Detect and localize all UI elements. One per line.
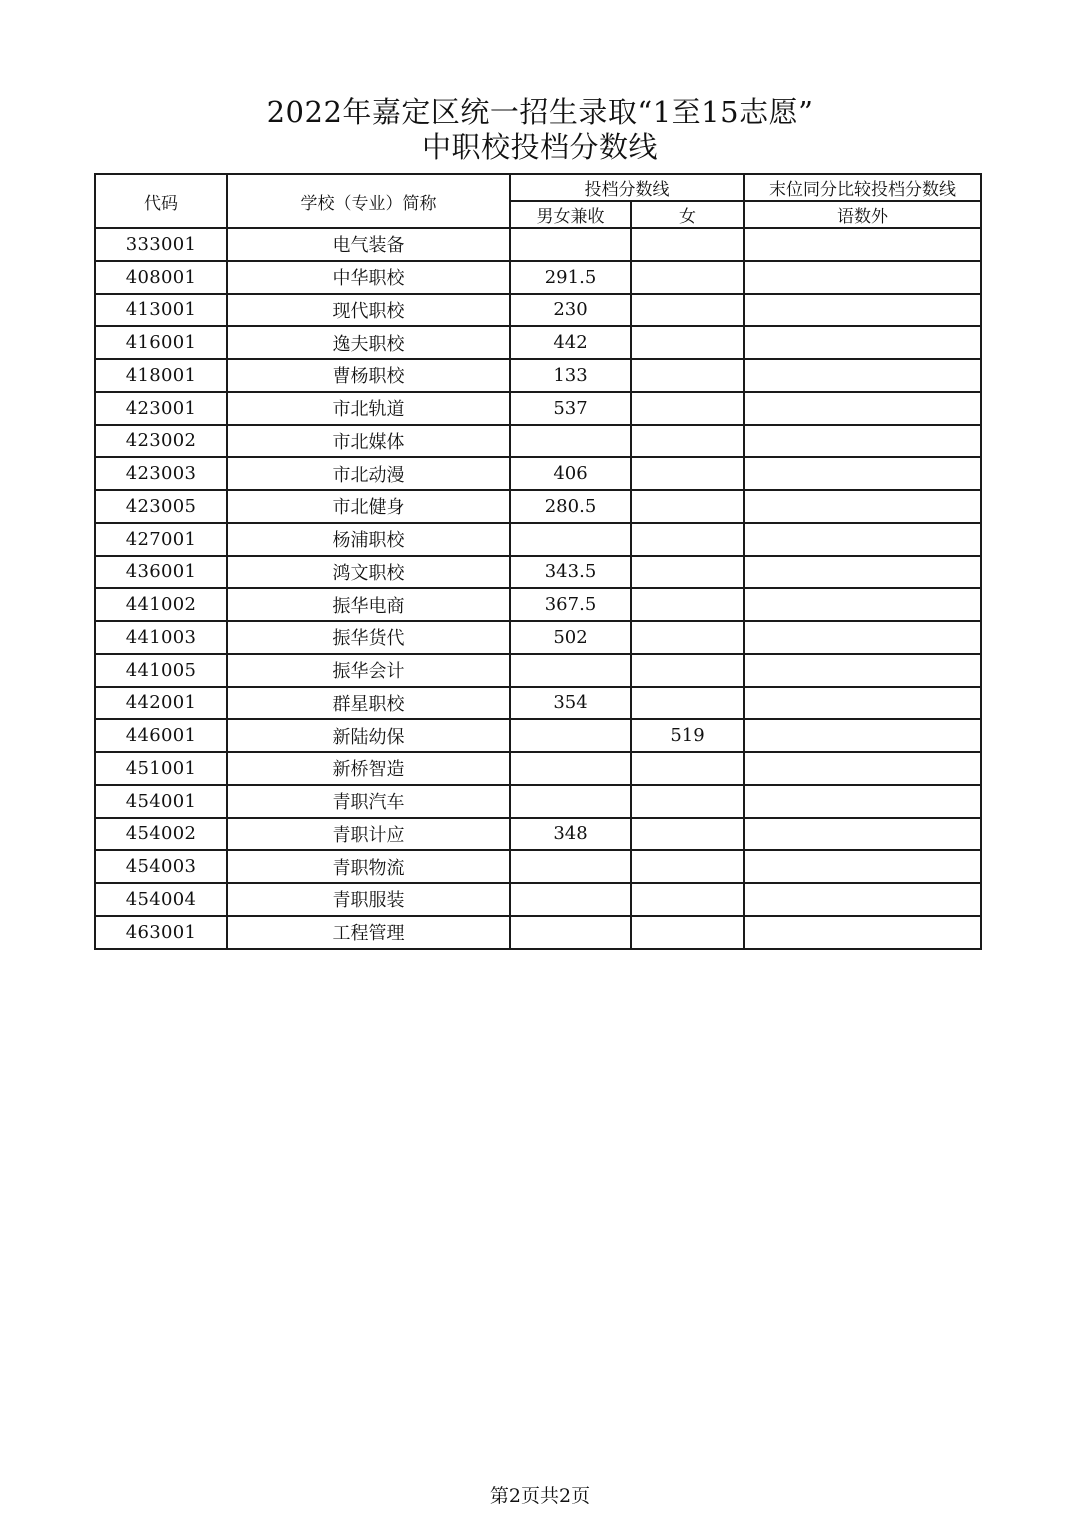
- document-title-line1: 2022年嘉定区统一招生录取“1至15志愿”: [266, 95, 814, 129]
- cell-mixed-score: [510, 425, 631, 458]
- cell-mixed-score: [510, 719, 631, 752]
- cell-tie-score: [744, 556, 981, 589]
- cell-tie-score: [744, 588, 981, 621]
- cell-code: 451001: [95, 752, 227, 785]
- cell-code: 416001: [95, 326, 227, 359]
- cell-school: 中华职校: [227, 261, 510, 294]
- table-row: [95, 883, 981, 916]
- cell-female-score: [631, 326, 744, 359]
- cell-code: 418001: [95, 359, 227, 392]
- cell-mixed-score: 291.5: [510, 261, 631, 294]
- cell-female-score: [631, 687, 744, 720]
- cell-mixed-score: 502: [510, 621, 631, 654]
- table-row: [95, 818, 981, 851]
- cell-code: 423001: [95, 392, 227, 425]
- cell-mixed-score: 280.5: [510, 490, 631, 523]
- document-title-line2: 中职校投档分数线: [421, 130, 658, 164]
- cell-school: 青职汽车: [227, 785, 510, 818]
- cell-school: 群星职校: [227, 687, 510, 720]
- cell-school: 电气装备: [227, 228, 510, 261]
- cell-female-score: [631, 523, 744, 556]
- cell-tie-score: [744, 785, 981, 818]
- cell-mixed-score: [510, 228, 631, 261]
- header-mixed: 男女兼收: [510, 201, 631, 228]
- cell-school: 杨浦职校: [227, 523, 510, 556]
- table-row: [95, 392, 981, 425]
- cell-female-score: [631, 359, 744, 392]
- table-row: [95, 326, 981, 359]
- cell-code: 408001: [95, 261, 227, 294]
- cell-school: 市北动漫: [227, 457, 510, 490]
- cell-code: 454004: [95, 883, 227, 916]
- table-row: [95, 588, 981, 621]
- cell-female-score: [631, 294, 744, 327]
- cell-school: 鸿文职校: [227, 556, 510, 589]
- cell-tie-score: [744, 261, 981, 294]
- cell-tie-score: [744, 228, 981, 261]
- cell-code: 423005: [95, 490, 227, 523]
- cell-school: 曹杨职校: [227, 359, 510, 392]
- cell-code: 423003: [95, 457, 227, 490]
- cell-mixed-score: [510, 785, 631, 818]
- table-row: [95, 261, 981, 294]
- cell-female-score: 519: [631, 719, 744, 752]
- cell-school: 市北媒体: [227, 425, 510, 458]
- cell-mixed-score: 133: [510, 359, 631, 392]
- cell-code: 441002: [95, 588, 227, 621]
- cell-code: 436001: [95, 556, 227, 589]
- cell-school: 现代职校: [227, 294, 510, 327]
- cell-female-score: [631, 228, 744, 261]
- header-tie-group: 末位同分比较投档分数线: [744, 174, 981, 201]
- cell-tie-score: [744, 752, 981, 785]
- table-body: [95, 228, 981, 949]
- cell-tie-score: [744, 654, 981, 687]
- header-female: 女: [631, 201, 744, 228]
- cell-school: 青职服装: [227, 883, 510, 916]
- cell-tie-score: [744, 425, 981, 458]
- cell-female-score: [631, 588, 744, 621]
- cell-code: 454001: [95, 785, 227, 818]
- cell-code: 454002: [95, 818, 227, 851]
- cell-tie-score: [744, 883, 981, 916]
- cell-school: 振华会计: [227, 654, 510, 687]
- cell-female-score: [631, 425, 744, 458]
- cell-female-score: [631, 785, 744, 818]
- cell-tie-score: [744, 490, 981, 523]
- table-row: [95, 359, 981, 392]
- cell-school: 青职物流: [227, 850, 510, 883]
- cell-code: 463001: [95, 916, 227, 949]
- cell-code: 442001: [95, 687, 227, 720]
- table-row: [95, 621, 981, 654]
- cell-tie-score: [744, 326, 981, 359]
- cell-code: 441003: [95, 621, 227, 654]
- cell-code: 423002: [95, 425, 227, 458]
- table-row: [95, 785, 981, 818]
- cell-mixed-score: 348: [510, 818, 631, 851]
- cell-tie-score: [744, 359, 981, 392]
- cell-mixed-score: [510, 883, 631, 916]
- cell-mixed-score: [510, 523, 631, 556]
- cell-female-score: [631, 850, 744, 883]
- header-tie-sub: 语数外: [744, 201, 981, 228]
- table-row: [95, 687, 981, 720]
- cell-mixed-score: [510, 654, 631, 687]
- cell-female-score: [631, 752, 744, 785]
- table-row: [95, 523, 981, 556]
- table-row: [95, 719, 981, 752]
- table-row: [95, 294, 981, 327]
- cell-school: 振华电商: [227, 588, 510, 621]
- cell-code: 427001: [95, 523, 227, 556]
- page-footer: 第2页共2页: [489, 1485, 591, 1507]
- cell-female-score: [631, 818, 744, 851]
- cell-mixed-score: 354: [510, 687, 631, 720]
- cell-code: 413001: [95, 294, 227, 327]
- header-code: 代码: [95, 174, 227, 228]
- cell-code: 333001: [95, 228, 227, 261]
- cell-female-score: [631, 883, 744, 916]
- cell-female-score: [631, 621, 744, 654]
- cell-mixed-score: 367.5: [510, 588, 631, 621]
- cell-mixed-score: [510, 752, 631, 785]
- cell-school: 新桥智造: [227, 752, 510, 785]
- cell-school: 振华货代: [227, 621, 510, 654]
- cell-mixed-score: [510, 850, 631, 883]
- cell-mixed-score: 442: [510, 326, 631, 359]
- table-row: [95, 425, 981, 458]
- cell-tie-score: [744, 719, 981, 752]
- header-score-group: 投档分数线: [510, 174, 744, 201]
- cell-school: 逸夫职校: [227, 326, 510, 359]
- cell-mixed-score: 537: [510, 392, 631, 425]
- cell-tie-score: [744, 850, 981, 883]
- cell-tie-score: [744, 294, 981, 327]
- cell-tie-score: [744, 523, 981, 556]
- cell-mixed-score: [510, 916, 631, 949]
- cell-female-score: [631, 654, 744, 687]
- cell-tie-score: [744, 818, 981, 851]
- cell-school: 青职计应: [227, 818, 510, 851]
- table-row: [95, 556, 981, 589]
- cell-tie-score: [744, 621, 981, 654]
- table-row: [95, 228, 981, 261]
- cell-mixed-score: 343.5: [510, 556, 631, 589]
- cell-code: 454003: [95, 850, 227, 883]
- cell-female-score: [631, 916, 744, 949]
- cell-tie-score: [744, 916, 981, 949]
- cell-school: 工程管理: [227, 916, 510, 949]
- cell-school: 市北轨道: [227, 392, 510, 425]
- table-row: [95, 490, 981, 523]
- cell-code: 441005: [95, 654, 227, 687]
- cell-school: 新陆幼保: [227, 719, 510, 752]
- table-row: [95, 850, 981, 883]
- cell-tie-score: [744, 457, 981, 490]
- table-row: [95, 457, 981, 490]
- cell-female-score: [631, 490, 744, 523]
- table-row: [95, 654, 981, 687]
- cell-female-score: [631, 556, 744, 589]
- table-row: [95, 916, 981, 949]
- header-school: 学校（专业）简称: [227, 174, 510, 228]
- cell-female-score: [631, 457, 744, 490]
- cell-female-score: [631, 392, 744, 425]
- cell-mixed-score: 230: [510, 294, 631, 327]
- score-table: [94, 173, 982, 950]
- cell-school: 市北健身: [227, 490, 510, 523]
- cell-tie-score: [744, 687, 981, 720]
- cell-mixed-score: 406: [510, 457, 631, 490]
- cell-female-score: [631, 261, 744, 294]
- cell-tie-score: [744, 392, 981, 425]
- cell-code: 446001: [95, 719, 227, 752]
- table-row: [95, 752, 981, 785]
